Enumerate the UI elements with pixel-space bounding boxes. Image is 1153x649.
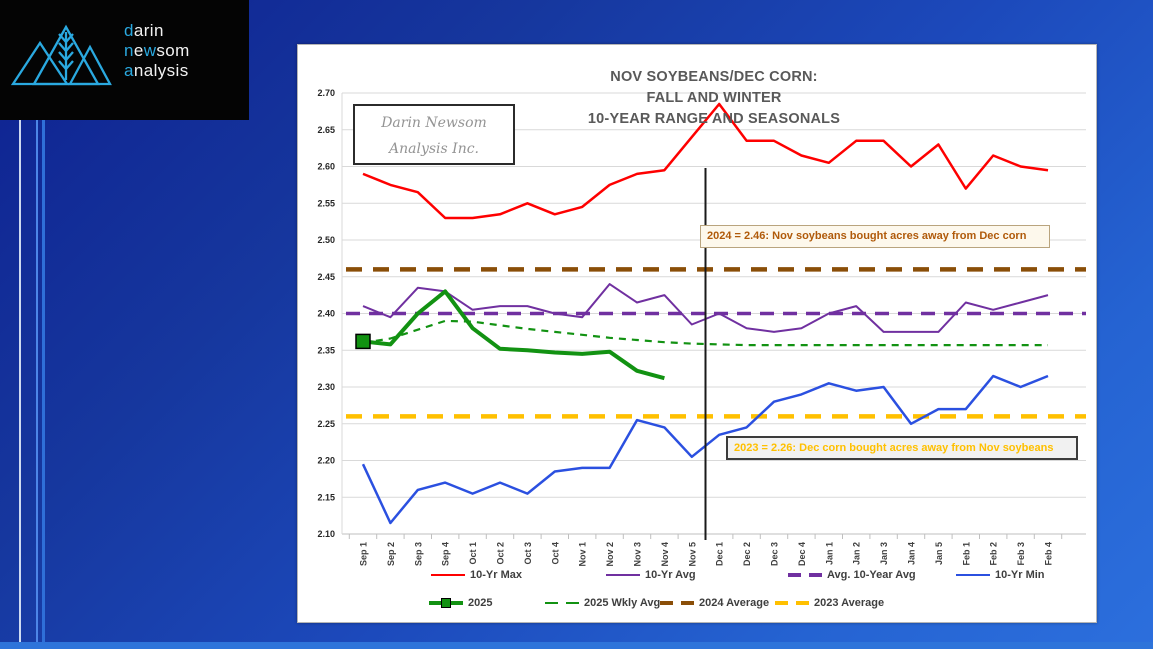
x-tick-label: Jan 1: [824, 542, 835, 566]
y-tick-label: 2.65: [317, 124, 335, 135]
legend-label-10-yr-min: 10-Yr Min: [995, 569, 1045, 581]
x-tick-label: Jan 3: [879, 542, 890, 566]
x-tick-label: Oct 1: [468, 542, 479, 565]
x-tick-label: Sep 3: [413, 542, 424, 567]
logo-word-analysis: [124, 61, 190, 81]
y-tick-label: 2.40: [317, 308, 335, 319]
x-tick-label: Dec 4: [796, 542, 807, 567]
legend-label-10-yr-avg: 10-Yr Avg: [645, 569, 696, 581]
logo: [0, 0, 249, 120]
x-tick-label: Jan 4: [906, 542, 917, 566]
legend-label-2023-average: 2023 Average: [814, 597, 885, 609]
legend-swatch-avg-10-year-avg: [788, 569, 822, 581]
x-tick-label: Feb 3: [1016, 542, 1027, 566]
legend-label-avg-10-year-avg: Avg. 10-Year Avg: [827, 569, 916, 581]
logo-wordmark: [124, 21, 190, 81]
legend-swatch-10-yr-min: [956, 569, 990, 581]
y-tick-label: 2.50: [317, 235, 335, 245]
x-tick-label: Jan 2: [851, 542, 862, 566]
logo-accent-letter: n: [124, 41, 134, 60]
logo-word-newsom: [124, 41, 190, 61]
x-tick-label: Jan 5: [933, 542, 944, 566]
x-tick-label: Nov 5: [687, 542, 698, 567]
legend-label-2025-wkly-avg: 2025 Wkly Avg: [584, 597, 661, 609]
legend-item-2023-average: [775, 596, 884, 610]
y-tick-label: 2.60: [317, 161, 335, 172]
mountains-wheat-icon: [10, 20, 120, 100]
x-tick-label: Oct 4: [550, 542, 561, 565]
logo-letter: e: [133, 41, 144, 60]
legend-swatch-2023-average: [775, 597, 809, 609]
y-tick-label: 2.55: [317, 198, 335, 209]
x-tick-label: Nov 3: [632, 542, 643, 567]
logo-accent-letter: w: [143, 41, 157, 60]
watermark-line1: Darin Newsom: [381, 115, 487, 131]
legend-item-10-yr-min: [956, 568, 1045, 582]
logo-accent-letter: d: [124, 21, 134, 40]
legend-item-avg-10-year-avg: [788, 568, 916, 582]
x-tick-label: Sep 2: [385, 542, 396, 567]
y-tick-label: 2.15: [317, 492, 335, 503]
legend-item-10-yr-avg: [606, 568, 696, 582]
legend-item-2025-wkly-avg: [545, 596, 660, 610]
legend-item-2024-average: [660, 596, 769, 610]
x-tick-label: Feb 1: [961, 542, 972, 566]
x-tick-label: Nov 2: [605, 542, 616, 567]
y-tick-label: 2.20: [317, 455, 335, 466]
logo-letter: arin: [133, 21, 164, 40]
x-tick-label: Oct 3: [522, 542, 533, 565]
x-tick-label: Dec 1: [714, 542, 725, 567]
annotation-2023: 2023 = 2.26: Dec corn bought acres away from Nov soybeans: [726, 436, 1078, 460]
x-tick-label: Oct 2: [495, 542, 506, 565]
x-tick-label: Sep 1: [358, 542, 369, 567]
series-2025: [363, 291, 664, 378]
annotation-2024: 2024 = 2.46: Nov soybeans bought acres away from Dec corn: [700, 225, 1050, 248]
logo-accent-letter: a: [124, 61, 134, 80]
y-tick-label: 2.30: [317, 382, 335, 392]
logo-letter: som: [156, 41, 190, 60]
y-tick-label: 2.10: [317, 529, 335, 539]
x-tick-label: Nov 1: [577, 542, 588, 567]
legend-swatch-2025-wkly-avg: [545, 597, 579, 609]
legend-item-10-yr-max: [431, 568, 522, 582]
x-tick-label: Sep 4: [440, 542, 451, 567]
bottom-accent-strip: [0, 642, 1153, 649]
legend-label-10-yr-max: 10-Yr Max: [470, 569, 522, 581]
y-tick-label: 2.35: [317, 345, 335, 356]
legend-square-marker: [441, 598, 451, 608]
legend-label-2024-average: 2024 Average: [699, 597, 770, 609]
y-tick-label: 2.70: [317, 88, 335, 98]
logo-letter: nalysis: [133, 61, 189, 80]
chart-title-line2: FALL AND WINTER: [646, 90, 782, 106]
y-tick-label: 2.25: [317, 418, 335, 429]
legend-item-2025: [429, 596, 492, 610]
series-2025-start-marker: [356, 334, 370, 348]
chart-title-line1: NOV SOYBEANS/DEC CORN:: [610, 69, 818, 85]
x-tick-label: Feb 2: [988, 542, 999, 566]
x-tick-label: Dec 3: [769, 542, 780, 567]
legend-swatch-10-yr-max: [431, 569, 465, 581]
logo-word-darin: [124, 21, 190, 41]
legend-swatch-10-yr-avg: [606, 569, 640, 581]
legend-swatch-2024-average: [660, 597, 694, 609]
chart-card: [297, 44, 1097, 623]
legend-label-2025: 2025: [468, 597, 493, 609]
x-tick-label: Feb 4: [1043, 542, 1054, 566]
watermark-line2: Analysis Inc.: [389, 141, 479, 157]
x-tick-label: Nov 4: [659, 542, 670, 567]
x-tick-label: Dec 2: [742, 542, 753, 567]
legend-swatch-2025: [429, 597, 463, 609]
chart-title-line3: 10-YEAR RANGE AND SEASONALS: [587, 111, 841, 127]
watermark-box: [353, 104, 515, 165]
y-tick-label: 2.45: [317, 271, 335, 282]
